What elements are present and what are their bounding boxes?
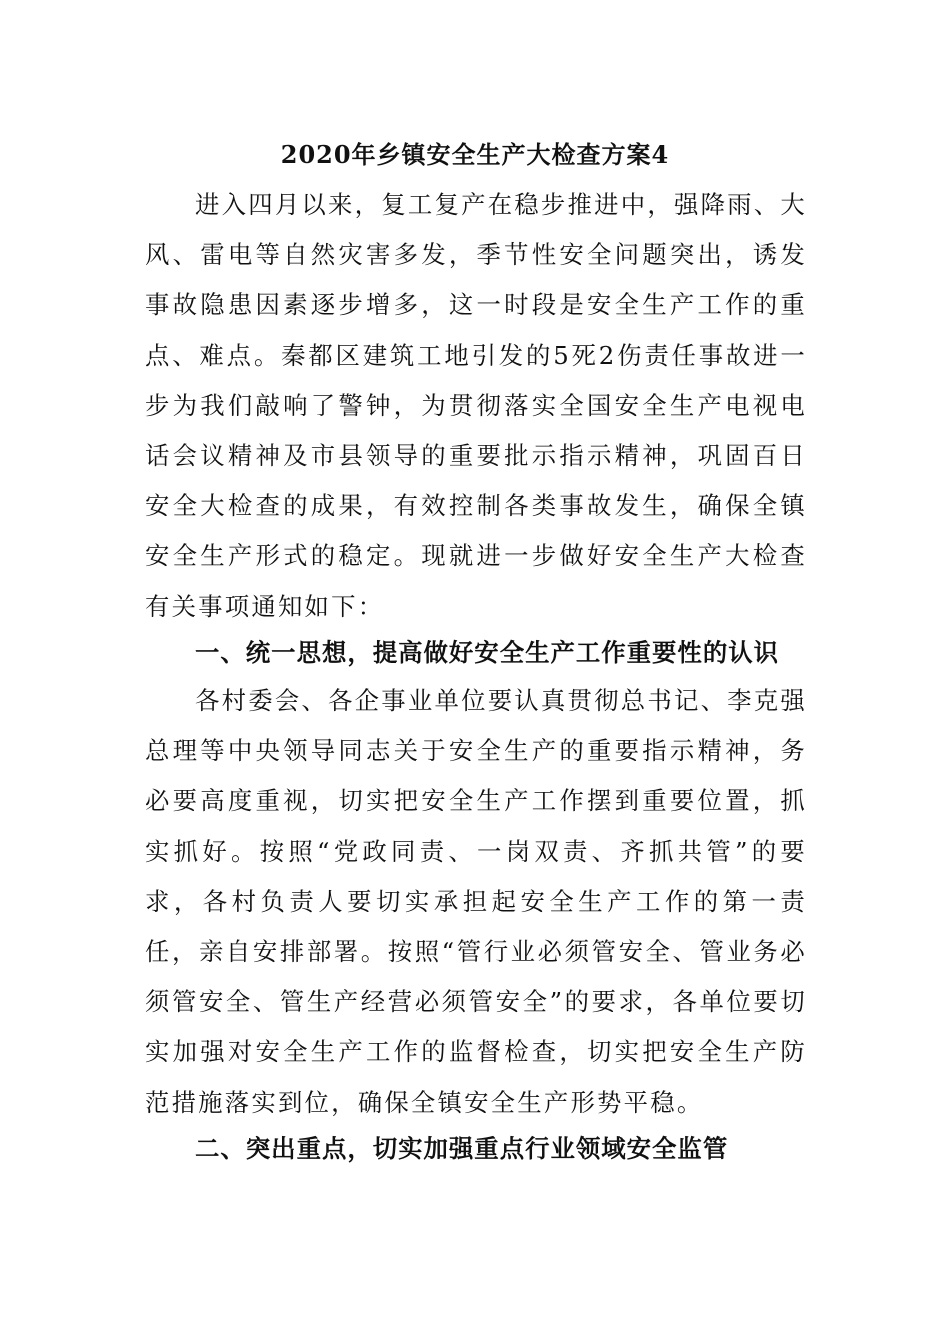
section-heading-2: 二、突出重点，切实加强重点行业领域安全监管 (195, 1134, 729, 1163)
section-heading-1: 一、统一思想，提高做好安全生产工作重要性的认识 (195, 638, 779, 667)
intro-paragraph: 进入四月以来，复工复产在稳步推进中，强降雨、大风、雷电等自然灾害多发，季节性安全问题突出，诱发事故隐患因素逐步增多，这一时段是安全生产工作的重点、难点。秦都区建筑工地引发的5死2伤责任事故进一步为我们敲响了警钟，为贯彻落实全国安全生产电视电话会议精神及市县领导的重要批示指示精神，巩固百日安全大检查的成果，有效控制各类事故发生，确保全镇安全生产形式的稳定。现就进一步做好安全生产大检查有关事项通知如下： (145, 190, 807, 621)
section-paragraph-1: 各村委会、各企事业单位要认真贯彻总书记、李克强总理等中央领导同志关于安全生产的重要指示精神，务必要高度重视，切实把安全生产工作摆到重要位置，抓实抓好。按照“党政同责、一岗双责、齐抓共管”的要求，各村负责人要切实承担起安全生产工作的第一责任，亲自安排部署。按照“管行业必须管安全、管业务必须管安全、管生产经营必须管安全”的要求，各单位要切实加强对安全生产工作的监督检查，切实把安全生产防范措施落实到位，确保全镇安全生产形势平稳。 (145, 686, 807, 1117)
document-title: 2020年乡镇安全生产大检查方案4 (280, 140, 670, 169)
